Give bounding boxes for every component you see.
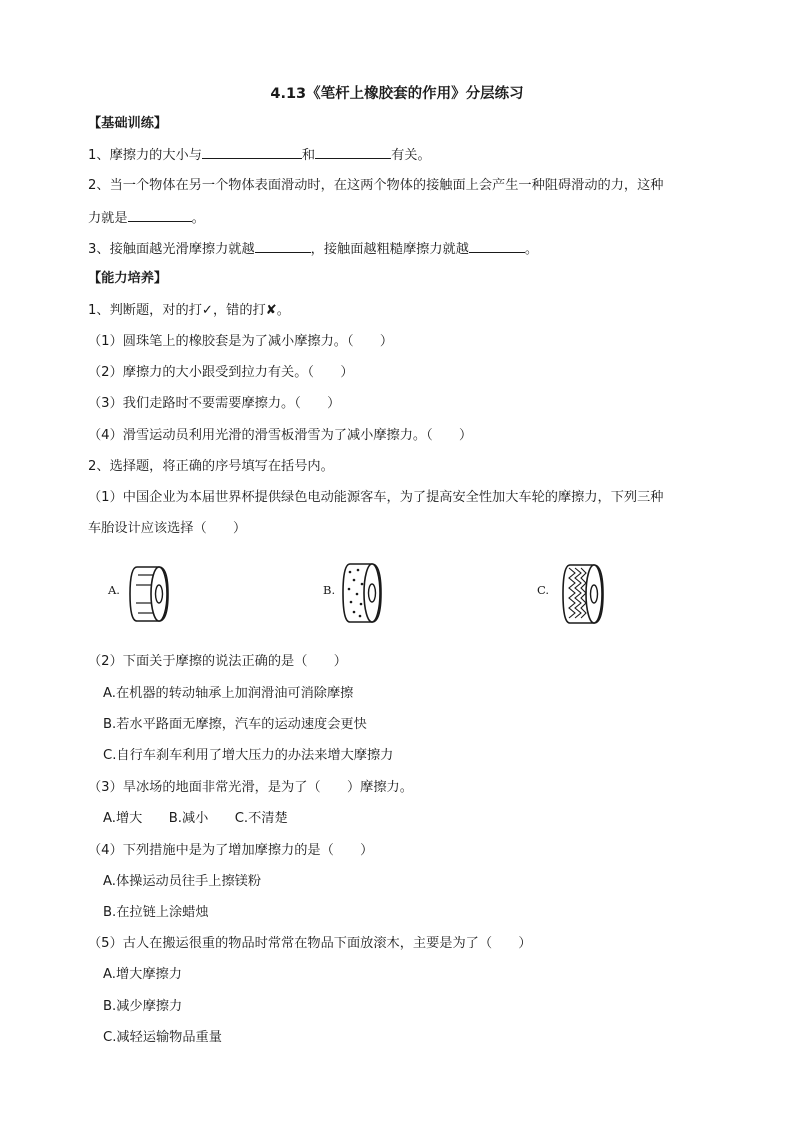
choice-q1-line2: 车胎设计应该选择（ ） <box>88 521 247 536</box>
option-q4-b[interactable]: B.在拉链上涂蜡烛 <box>103 905 209 920</box>
judge-item: （1）圆珠笔上的橡胶套是为了减小摩擦力。（ ） <box>88 334 394 349</box>
blank[interactable] <box>255 239 311 253</box>
basic-q1: 1、摩擦力的大小与 和 有关。 <box>88 145 431 165</box>
choice-q3: （3）旱冰场的地面非常光滑，是为了（ ）摩擦力。 <box>88 780 413 795</box>
blank[interactable] <box>128 208 192 222</box>
blank[interactable] <box>315 145 391 159</box>
option-q2-c[interactable]: C.自行车刹车利用了增大压力的办法来增大摩擦力 <box>103 748 394 763</box>
blank[interactable] <box>469 239 525 253</box>
choice-q4: （4）下列措施中是为了增加摩擦力的是（ ） <box>88 843 374 858</box>
section-ability-heading: 【能力培养】 <box>88 271 168 286</box>
cross-icon: ✘ <box>265 303 277 318</box>
tire-dotted-image[interactable] <box>341 562 383 624</box>
judge-item: （4）滑雪运动员利用光滑的滑雪板滑雪为了减小摩擦力。（ ） <box>88 428 473 443</box>
choice-q1-line1: （1）中国企业为本届世界杯提供绿色电动能源客车，为了提高安全性加大车轮的摩擦力，下列三种 <box>88 490 664 505</box>
blank[interactable] <box>202 145 302 159</box>
page-title: 4.13《笔杆上橡胶套的作用》分层练习 <box>270 86 524 102</box>
option-q4-a[interactable]: A.体操运动员往手上擦镁粉 <box>103 874 262 889</box>
judge-item: （3）我们走路时不要需要摩擦力。（ ） <box>88 396 341 411</box>
option-q2-a[interactable]: A.在机器的转动轴承上加润滑油可消除摩擦 <box>103 686 354 701</box>
section-basic-heading: 【基础训练】 <box>88 116 168 131</box>
basic-q3: 3、接触面越光滑摩擦力就越 ，接触面越粗糙摩擦力就越 。 <box>88 239 538 259</box>
basic-q2-line1: 2、当一个物体在另一个物体表面滑动时，在这两个物体的接触面上会产生一种阻碍滑动的力，这种 <box>88 178 664 193</box>
judge-heading: 1、判断题，对的打✓，错的打✘。 <box>88 303 290 318</box>
tire-label-a: A. <box>108 583 120 597</box>
choice-q5: （5）古人在搬运很重的物品时常常在物品下面放滚木，主要是为了（ ） <box>88 936 532 951</box>
tire-smooth-image[interactable] <box>128 565 170 623</box>
option-q5-c[interactable]: C.减轻运输物品重量 <box>103 1030 222 1045</box>
tire-label-c: C. <box>537 583 550 597</box>
tire-treaded-image[interactable] <box>561 563 605 625</box>
choice-heading: 2、选择题，将正确的序号填写在括号内。 <box>88 459 334 474</box>
option-q5-b[interactable]: B.减少摩擦力 <box>103 999 183 1014</box>
options-q3[interactable]: A.增大 B.减小 C.不清楚 <box>103 811 288 826</box>
judge-item: （2）摩擦力的大小跟受到拉力有关。（ ） <box>88 365 354 380</box>
tick-icon: ✓ <box>201 303 213 318</box>
option-q2-b[interactable]: B.若水平路面无摩擦，汽车的运动速度会更快 <box>103 717 367 732</box>
basic-q2-line2: 力就是 。 <box>88 208 205 228</box>
option-q5-a[interactable]: A.增大摩擦力 <box>103 967 182 982</box>
choice-q2: （2）下面关于摩擦的说法正确的是（ ） <box>88 654 347 669</box>
tire-label-b: B. <box>323 583 336 597</box>
